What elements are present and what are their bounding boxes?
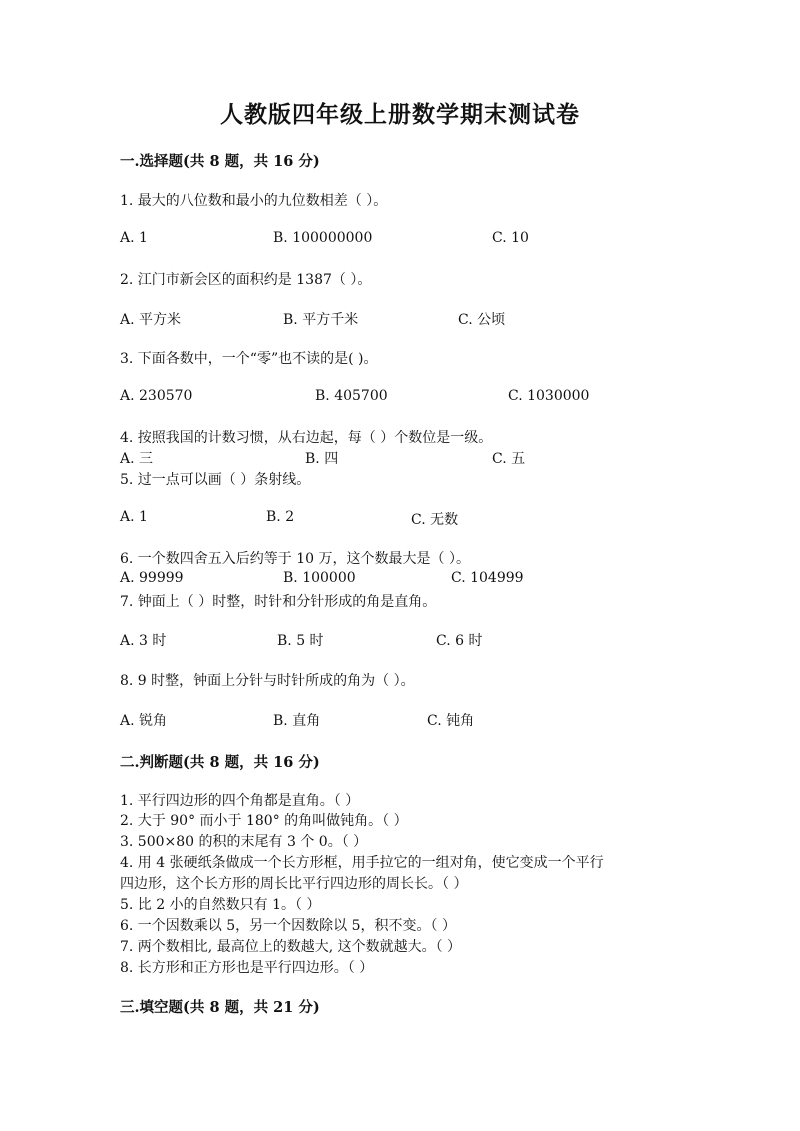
choice-q3-option-b: B. 405700 [315, 388, 388, 404]
choice-q5-option-c: C. 无数 [411, 512, 459, 528]
choice-q5-option-b: B. 2 [266, 509, 295, 525]
choice-q8-option-c: C. 钝角 [427, 713, 475, 729]
choice-q7-option-a: A. 3 时 [120, 633, 167, 649]
choice-q6-option-b: B. 100000 [283, 570, 356, 586]
choice-question-5: 5. 过一点可以画（ ）条射线。 [120, 472, 311, 488]
section-heading-fill-blank: 三.填空题(共 8 题，共 21 分) [120, 999, 320, 1016]
choice-question-8: 8. 9 时整，钟面上分针与时针所成的角为（ ）。 [120, 673, 415, 689]
choice-q6-option-c: C. 104999 [451, 570, 524, 586]
judgment-item-7: 7. 两个数相比, 最高位上的数越大, 这个数就越大。（ ） [120, 939, 462, 955]
choice-q2-option-c: C. 公顷 [458, 312, 506, 328]
judgment-item-1: 1. 平行四边形的四个角都是直角。（ ） [120, 793, 360, 809]
choice-q1-option-b: B. 100000000 [273, 230, 373, 246]
choice-q1-option-a: A. 1 [120, 230, 148, 246]
judgment-item-5: 5. 比 2 小的自然数只有 1。（ ） [120, 897, 321, 913]
judgment-item-3: 3. 500×80 的积的末尾有 3 个 0。（ ） [120, 834, 368, 850]
choice-q5-option-a: A. 1 [120, 509, 148, 525]
choice-q3-option-c: C. 1030000 [508, 388, 590, 404]
choice-q4-option-c: C. 五 [492, 451, 526, 467]
choice-question-1: 1. 最大的八位数和最小的九位数相差（ ）。 [120, 193, 388, 209]
choice-q3-option-a: A. 230570 [120, 388, 193, 404]
section-heading-judgment: 二.判断题(共 8 题，共 16 分) [120, 754, 320, 771]
choice-question-7: 7. 钟面上（ ）时整，时针和分针形成的角是直角。 [120, 594, 437, 610]
choice-q8-option-b: B. 直角 [273, 713, 321, 729]
choice-q1-option-c: C. 10 [492, 230, 529, 246]
choice-question-2: 2. 江门市新会区的面积约是 1387（ ）。 [120, 272, 372, 288]
section-heading-choice: 一.选择题(共 8 题，共 16 分) [120, 153, 320, 170]
judgment-item-4-line2: 四边形，这个长方形的周长比平行四边形的周长长。（ ） [120, 876, 468, 892]
choice-q4-option-b: B. 四 [305, 451, 339, 467]
judgment-item-8: 8. 长方形和正方形也是平行四边形。（ ） [120, 960, 374, 976]
choice-question-4: 4. 按照我国的计数习惯，从右边起，每（ ）个数位是一级。 [120, 430, 493, 446]
choice-q2-option-a: A. 平方米 [120, 312, 182, 328]
judgment-item-2: 2. 大于 90° 而小于 180° 的角叫做钝角。（ ） [120, 813, 408, 829]
choice-q4-option-a: A. 三 [120, 451, 154, 467]
exam-title: 人教版四年级上册数学期末测试卷 [220, 101, 580, 128]
judgment-item-6: 6. 一个因数乘以 5，另一个因数除以 5，积不变。（ ） [120, 918, 456, 934]
judgment-item-4-line1: 4. 用 4 张硬纸条做成一个长方形框，用手拉它的一组对角，使它变成一个平行 [120, 855, 604, 871]
choice-q2-option-b: B. 平方千米 [283, 312, 359, 328]
choice-question-6: 6. 一个数四舍五入后约等于 10 万，这个数最大是（ ）。 [120, 551, 470, 567]
choice-q7-option-c: C. 6 时 [436, 633, 483, 649]
choice-q6-option-a: A. 99999 [120, 570, 184, 586]
choice-q7-option-b: B. 5 时 [277, 633, 324, 649]
choice-question-3: 3. 下面各数中，一个“零”也不读的是( )。 [120, 351, 378, 367]
choice-q8-option-a: A. 锐角 [120, 713, 168, 729]
